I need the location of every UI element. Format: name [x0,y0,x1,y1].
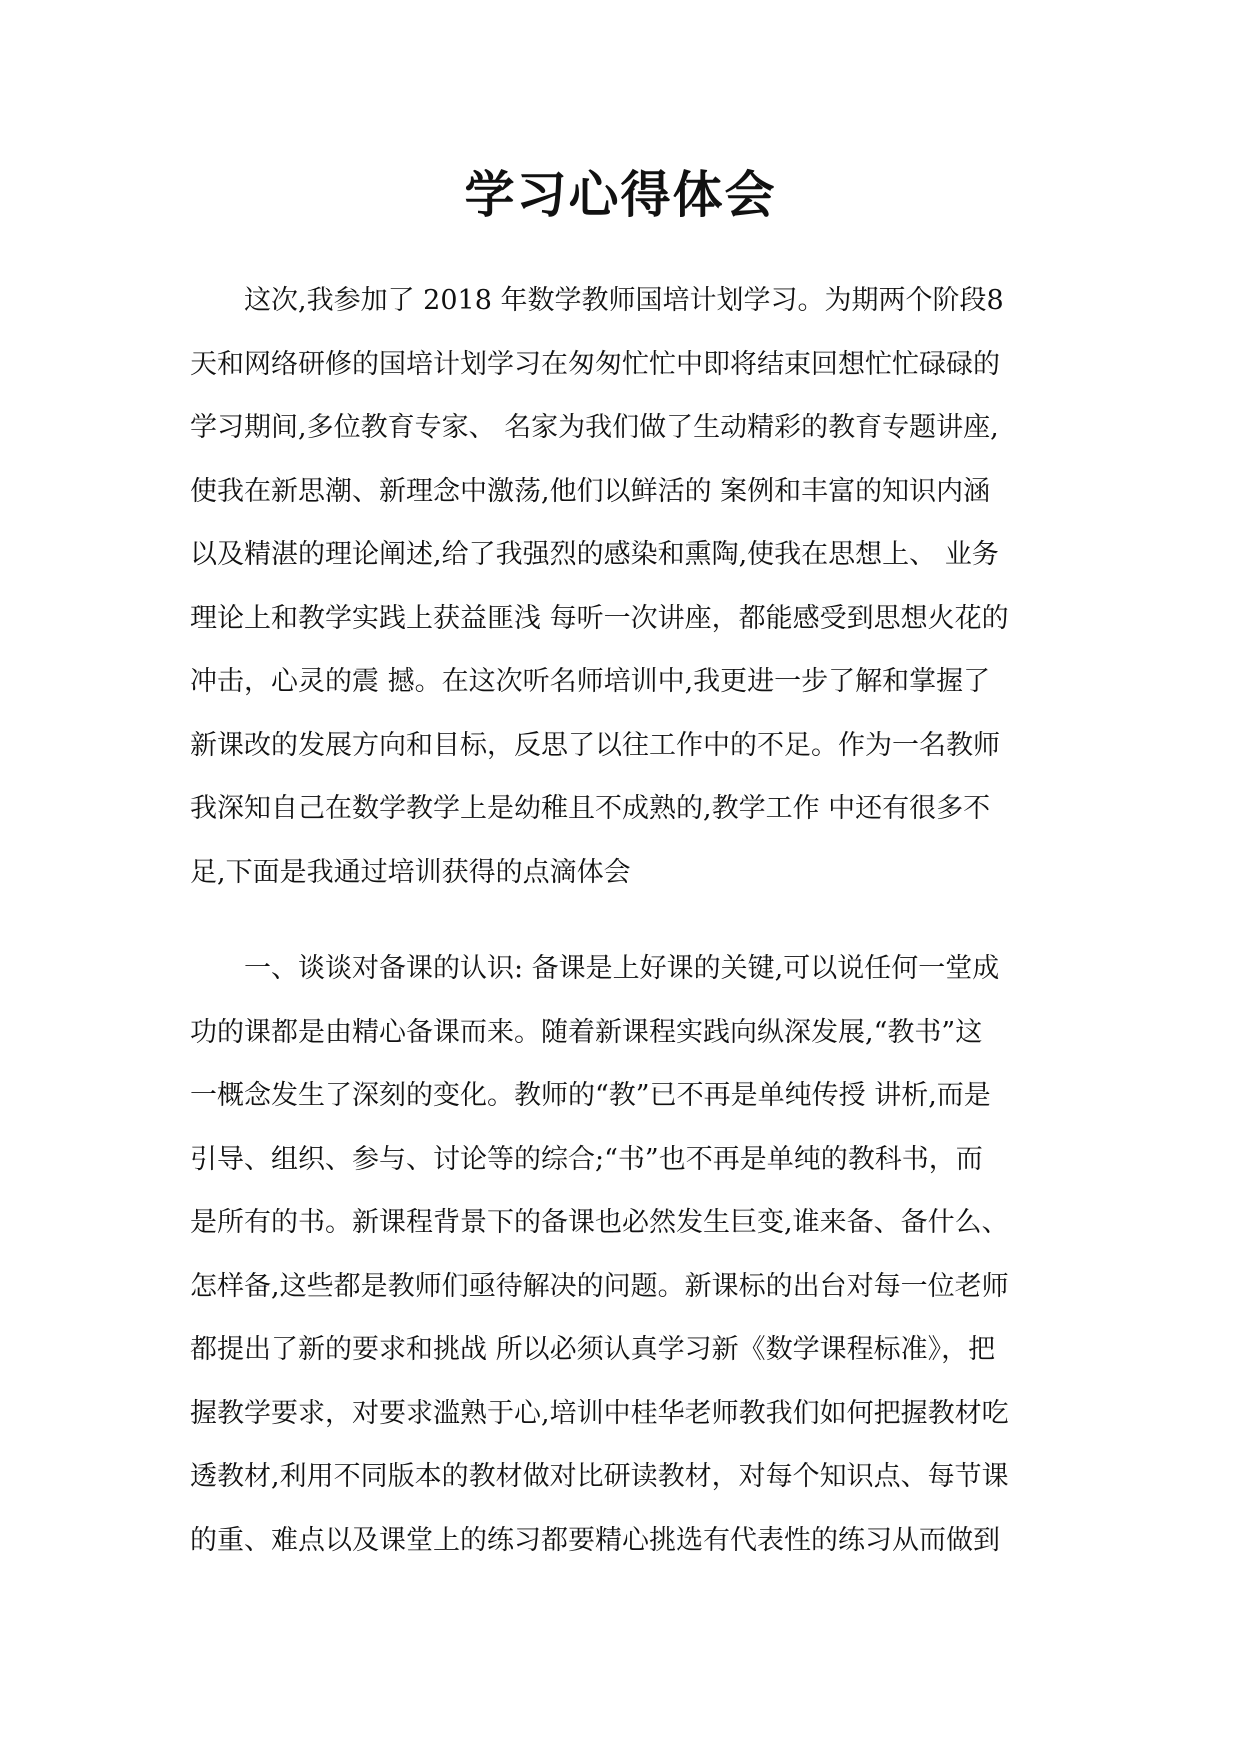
text-line: 一、谈谈对备课的认识: 备课是上好课的关键,可以说任何一堂成 [244,953,1000,984]
text-line: 的重、难点以及课堂上的练习都要精心挑选有代表性的练习从而做到 [190,1524,1000,1556]
text-line: 一概念发生了深刻的变化。教师的“教”已不再是单纯传授 讲析,而是 [190,1080,991,1111]
text-line: 怎样备,这些都是教师们亟待解决的问题。新课标的出台对每一位老师 [190,1270,1009,1302]
paragraph-lesson-prep [190,937,1070,1572]
text-line: 冲击，心灵的震 撼。在这次听名师培训中,我更进一步了解和掌握了 [190,666,991,697]
text-line: 新课改的发展方向和目标，反思了以往工作中的不足。作为一名教师 [190,729,1000,761]
text-line: 透教材,利用不同版本的教材做对比研读教材，对每个知识点、每节课 [190,1461,1009,1492]
paragraph-intro [190,269,1070,904]
text-line: 这次,我参加了 2018 年数学教师国培计划学习。为期两个阶段8 [244,285,1004,316]
text-line: 功的课都是由精心备课而来。随着新课程实践向纵深发展,“教书”这 [190,1016,983,1048]
text-line: 天和网络研修的国培计划学习在匆匆忙忙中即将结束回想忙忙碌碌的 [190,348,1000,380]
text-line: 都提出了新的要求和挑战 所以必须认真学习新《数学课程标准》，把 [190,1334,996,1365]
text-line: 以及精湛的理论阐述,给了我强烈的感染和熏陶,使我在思想上、 业务 [190,539,999,570]
text-line: 我深知自己在数学教学上是幼稚且不成熟的,教学工作 中还有很多不 [190,793,991,824]
text-line: 是所有的书。新课程背景下的备课也必然发生巨变,谁来备、备什么、 [190,1207,1009,1238]
text-line: 引导、组织、参与、讨论等的综合;“书”也不再是单纯的教科书，而 [190,1143,983,1175]
text-line: 握教学要求，对要求滥熟于心,培训中桂华老师教我们如何把握教材吃 [190,1397,1009,1429]
text-line: 学习期间,多位教育专家、 名家为我们做了生动精彩的教育专题讲座, [190,412,999,443]
text-line: 理论上和教学实践上获益匪浅 每听一次讲座，都能感受到思想火花的 [190,602,1009,634]
text-line: 足,下面是我通过培训获得的点滴体会 [190,856,631,888]
document-title: 学习心得体会 [464,165,777,224]
text-line: 使我在新思潮、新理念中激荡,他们以鲜活的 案例和丰富的知识内涵 [190,475,991,507]
